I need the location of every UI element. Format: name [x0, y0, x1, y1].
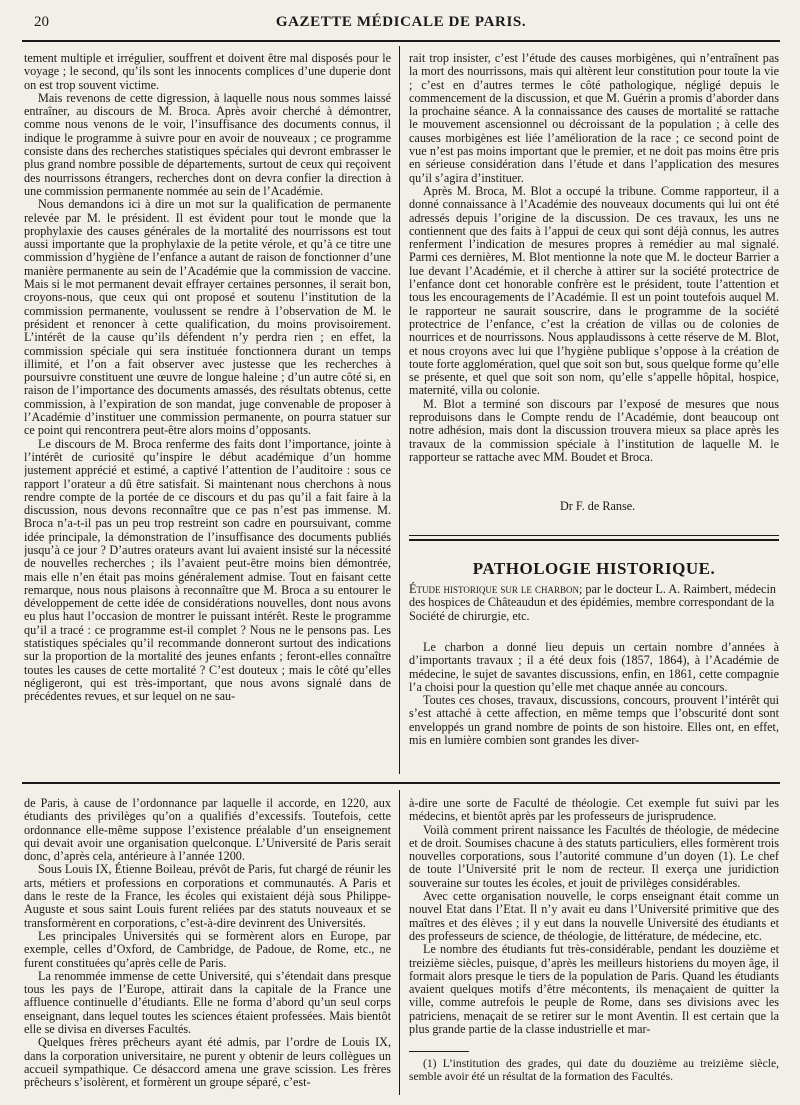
- paragraph: Avec cette organisation nouvelle, le corps enseignant était comme un nouvel Etat dans l’Etat. Il n’y avait eu dans l’Université primitive que des maîtres et des élèves ; il y eut dans la nouvelle Université des étudiants et des professeurs de science, de théologie, de littérature, de médecine, etc.: [409, 889, 779, 943]
- article-column-left: [24, 52, 391, 770]
- paragraph: de Paris, à cause de l’ordonnance par laquelle il accorde, en 1220, aux étudiants des privilèges qu’on a qualifiés d’excessifs. Toutefois, cette ordonnance elle-même suppose l’existence préalable d’un enseignement qui devait avoir une organisation quelconque. L’Université de Paris serait donc, d’après cela, antérieure à l’année 1200.: [24, 797, 391, 864]
- section-title: PATHOLOGIE HISTORIQUE.: [472, 559, 716, 578]
- feuilleton-column-right: [409, 797, 779, 1041]
- page-header: [22, 14, 780, 36]
- paragraph: Sous Louis IX, Étienne Boileau, prévôt de Paris, fut chargé de réunir les arts, métiers et professions en corporations et communautés. A Paris et dans le reste de la France, les écoles qui existaient déjà sous Philippe-Auguste et sous saint Louis furent reliées par des statuts nouveaux et se transformèrent en corporations, c’est-à-dire devinrent des Universités.: [24, 862, 391, 930]
- section-rule-bottom: [409, 539, 779, 541]
- footnote-rule: [409, 1051, 469, 1052]
- subtitle-label: Étude historique sur le charbon: [409, 582, 579, 596]
- paragraph: Nous demandons ici à dire un mot sur la qualification de permanente relevée par M. le président. Il est évident pour tout le monde que la prophylaxie des causes générales de la mortalité des nourrissons est tout aussi importante que la prophylaxie de la petite vérole, et qu’à ce titre une commission d’hygiène de l’enfance a autant de raison de fonctionner d’une manière permanente au sein de l’Académie que la commission de vaccine. Mais si le mot permanent devait effrayer certaines personnes, il serait bon, croyons-nous, que ceux qui ont proposé et soutenu l’institution de la commission permanente, voulussent se rendre à l’observation de M. le président et renoncer à cette qualification, du moins provisoirement. L’intérêt de la cause qu’ils défendent n’y perdra rien ; en effet, la commission spéciale qui sera instituée fonctionnera durant un temps illimité, et l’on a fait observer avec justesse que les recherches à poursuivre constituent une œuvre de longue haleine ; d’un autre côté si, en raison de l’importance des documents amassés, des résultats obtenus, cette commission, à l’expiration de son mandat, juge convenable de proposer à l’Académie d’instituer une commission permanente, on pourra statuer sur ce point qui rencontrera peut-être alors moins d’opposants.: [24, 197, 391, 438]
- paragraph: Après M. Broca, M. Blot a occupé la tribune. Comme rapporteur, il a donné connaissance à l’Académie des nouveaux documents qui lui ont été adressés depuis l’origine de la discussion. De ces travaux, les uns ne contiennent que des faits à l’appui de ceux qui sont déjà connus, les autres renferment l’indication de mesures propres à remédier au mal signalé. Parmi ces dernières, M. Blot mentionne la note que M. le docteur Barrier a lue devant l’Académie, et il cherche à attirer sur la société protectrice de l’enfance dont cet honorable confrère est le président, toute l’attention et tous les encouragements de l’Académie. Il est un point toutefois auquel M. le rapporteur ne saurait souscrire, dans le programme de la société protectrice de l’enfance, c’est la création de villas ou de colonies de nourrices et de nourrissons. Nous applaudissons à cette réserve de M. Blot, et nous croyons avec lui que l’hygiène publique s’oppose à la création de toute forte agglomération, quel que soit son but, sous quelque forme qu’elle se présente, et quel que soit son nom, qu’elle s’appelle hôpital, hospice, maternité, villa ou colonie.: [409, 183, 779, 398]
- header-rule: [22, 40, 780, 42]
- paragraph: Voilà comment prirent naissance les Facultés de théologie, de médecine et de droit. Soumises chacune à des statuts particuliers, elles formèrent trois nouvelles corporations, sous l’autorité commune d’un doyen (1). Le chef de toute l’Université prit le nom de recteur. Il exerça une juridiction souveraine sur toutes les écoles, et jouit de privilèges considérables.: [409, 822, 779, 890]
- footnote-text: (1) L’institution des grades, qui date du douzième au treizième siècle, semble avoir été un résultat de la formation des Facultés.: [409, 1058, 779, 1083]
- paragraph: Mais revenons de cette digression, à laquelle nous nous sommes laissé entraîner, au discours de M. Broca. Après avoir cherché à démontrer, comme nous venons de le voir, l’insuffisance des documents connus, il indique le programme à suivre pour en avoir de nouveaux ; ce programme consiste dans des recherches statistiques spéciales qui devront embrasser le plus grand nombre possible de départements, surtout de ceux qui reçoivent des nourrissons étrangers, recherches dont on devra confier la direction à une commission permanente nommée au sein de l’Académie.: [24, 90, 391, 198]
- article-column-right-2: [409, 641, 779, 769]
- paragraph: Le charbon a donné lieu depuis un certain nombre d’années à d’importants travaux ; il a été deux fois (1857, 1864), à l’Académie de médecine, le sujet de savantes discussions, enfin, en 1861, cette compagnie l’a choisi pour la question qu’elle met chaque année au concours.: [409, 641, 779, 694]
- page-number: 20: [34, 14, 49, 30]
- paragraph: Toutes ces choses, travaux, discussions, concours, prouvent l’intérêt qui s’est attaché à cette affection, en même temps que l’obscurité dont sont enveloppés un grand nombre de points de son histoire. Elles ont, en effet, mis en lumière combien sont grandes les diver-: [409, 693, 779, 748]
- paragraph: Quelques frères prêcheurs ayant été admis, par l’ordre de Louis IX, dans la corporation universitaire, ne purent y obtenir de leurs collègues un accueil sympathique. Ce désaccord amena une grave scission. Les frères prêcheurs s’isolèrent, et formèrent un groupe séparé, c’est-: [24, 1035, 391, 1089]
- paragraph: tement multiple et irrégulier, souffrent et doivent être mal disposés pour le voyage ; le second, qu’ils sont les innocents complices d’une duperie dont on est trop souvent victime.: [24, 52, 391, 92]
- section-separator: [22, 782, 780, 784]
- paragraph: Le discours de M. Broca renferme des faits dont l’importance, jointe à l’intérêt de curiosité qu’inspire le début académique d’un homme justement apprécié et estimé, a captivé l’attention de l’auditoire : sous ce rapport l’orateur a dû être satisfait. Si maintenant nous cherchons à nous rendre compte de la portée de ce discours et du pas qu’il a fait faire à la discussion, nous devons reconnaître que ce pas n’est pas immense. M. Broca n’a-t-il pas un peu trop restreint son cadre en poursuivant, comme idée principale, la démonstration de l’insuffisance des documents publiés jusqu’à ce jour ? D’autres orateurs avant lui avaient insisté sur la nécessité de nouvelles recherches ; ils l’avaient peut-être moins bien démontrée, mais elle n’en était pas moins généralement admise. Tout en faisant cette remarque, nous nous plaisons à reconnaître que M. Broca a su entourer le développement de cette idée de considérations nouvelles, dont nous avons eu plus haut l’occasion de montrer le puissant intérêt. Reste le programme qu’il a tracé : ce programme est-il complet ? Nous ne le pensons pas. Les statistiques spéciales qu’il recommande donneront surtout des indications sur la proportion de la mortalité des jeunes enfants ; feront-elles connaître toutes les causes de cette mortalité ? C’est douteux ; mais le côté qu’elles négligeront, qui est très-important, que nous avons signalé dans de précédentes revues, et sur lequel on ne sau-: [24, 436, 391, 704]
- article-column-right: [409, 52, 779, 517]
- paragraph: rait trop insister, c’est l’étude des causes morbigènes, qui n’entraînent pas la mort des nourrissons, mais qui altèrent leur constitution pour toute la vie ; c’est en d’autres termes le côté pathologique, négligé depuis le commencement de la discussion, et que M. Guérin a promis d’aborder dans la prochaine séance. A la connaissance des causes de mortalité se rattache le mouvement ascensionnel ou décroissant de la population ; à celle des causes morbigènes est liée l’amélioration de la race ; ce second point de vue n’est pas moins important que le premier, et ne doit pas moins être pris en sérieuse considération dans l’étude et dans l’application des mesures qu’il s’agira d’instituer.: [409, 52, 779, 185]
- column-divider-top: [399, 46, 400, 774]
- article-subtitle: [409, 583, 779, 623]
- paragraph: Les principales Universités qui se formèrent alors en Europe, par exemple, celles d’Oxford, de Cambridge, de Padoue, de Rome, etc., ne furent constituées qu’après celle de Paris.: [24, 928, 391, 970]
- paragraph: M. Blot a terminé son discours par l’exposé de mesures que nous reproduisons dans le Compte rendu de l’Académie, dont beaucoup ont notre adhésion, mais dont la discussion trouvera mieux sa place après les travaux de la commission spéciale à l’institution de laquelle M. le rapporteur se rattache avec MM. Boudet et Broca.: [409, 396, 779, 464]
- paragraph: Le nombre des étudiants fut très-considérable, pendant les douzième et treizième siècles, puisque, d’après les meilleurs historiens du moyen âge, il formait alors presque le tiers de la population de Paris. Quand les étudiants avaient quelques motifs d’être mécontents, ils menaçaient de quitter la ville, comme autrefois le peuple de Rome, dans ses divisions avec les patriciens, menaçait de se retirer sur le mont Aventin. Il est certain que la plus grande partie de la classe industrielle et mar-: [409, 942, 779, 1037]
- paragraph: La renommée immense de cette Université, qui s’étendait dans presque tous les pays de l’Europe, attirait dans la capitale de la France une affluence continuelle d’étudiants. Elle ne forma d’abord qu’un seul corps enseignant, dans lequel toutes les sciences étaient professées. Mais bientôt elle se divisa en diverses Facultés.: [24, 968, 391, 1037]
- author-signature: Dr F. de Ranse.: [560, 499, 636, 513]
- paragraph: à-dire une sorte de Faculté de théologie. Cet exemple fut suivi par les médecins, et bientôt après par les professeurs de jurisprudence.: [409, 797, 779, 824]
- footnote: [409, 1058, 779, 1090]
- column-divider-bottom: [399, 790, 400, 1095]
- journal-title: GAZETTE MÉDICALE DE PARIS.: [275, 14, 527, 30]
- section-rule-top: [409, 535, 779, 536]
- feuilleton-column-left: [24, 797, 391, 1089]
- subtitle-text: ; par le docteur L. A. Raimbert, médecin des hospices de Châteaudun et des épidémies, membre correspondant de la Société de chirurgie, etc.: [409, 582, 776, 623]
